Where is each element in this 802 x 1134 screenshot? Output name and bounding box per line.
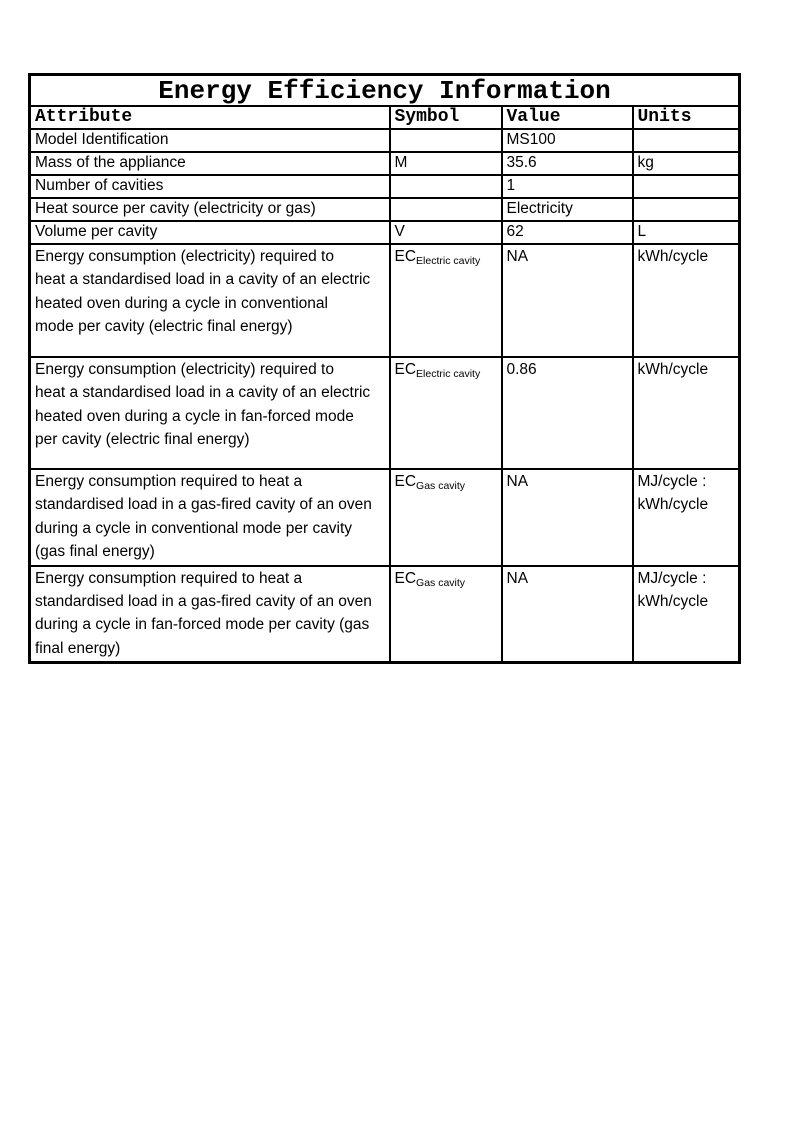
column-header-units: Units xyxy=(633,106,740,129)
units-cell xyxy=(633,129,740,152)
column-header-attribute: Attribute xyxy=(30,106,390,129)
value-cell: 62 xyxy=(502,221,633,244)
symbol-cell xyxy=(390,129,502,152)
value-cell: NA xyxy=(502,566,633,663)
symbol-base: EC xyxy=(394,361,417,378)
units-cell: kWh/cycle xyxy=(633,244,740,357)
table-row xyxy=(30,221,740,244)
attribute-cell: Heat source per cavity (electricity or gas) xyxy=(30,198,390,221)
units-cell: MJ/cycle : kWh/cycle xyxy=(633,469,740,566)
table-row xyxy=(30,357,740,469)
value-cell: NA xyxy=(502,244,633,357)
attribute-cell: Model Identification xyxy=(30,129,390,152)
units-cell xyxy=(633,198,740,221)
symbol-cell xyxy=(390,357,502,469)
symbol-base: EC xyxy=(394,569,417,587)
symbol-cell xyxy=(390,469,502,566)
units-cell: L xyxy=(633,221,740,244)
table-row xyxy=(30,244,740,357)
units-cell xyxy=(633,175,740,198)
attribute-cell: Energy consumption (electricity) required to heat a standardised load in a cavity of an electric heated oven during a cycle in fan-forced mode per cavity (electric final energy) xyxy=(30,357,390,469)
value-cell: 35.6 xyxy=(502,152,633,175)
symbol-subscript: Gas cavity xyxy=(416,576,466,589)
table-title-row xyxy=(30,75,740,107)
symbol-subscript: Electric cavity xyxy=(416,255,481,267)
symbol-subscript: Electric cavity xyxy=(416,368,481,380)
attribute-cell: Energy consumption (electricity) required to heat a standardised load in a cavity of an electric heated oven during a cycle in conventional mode per cavity (electric final energy) xyxy=(30,244,390,357)
column-header-value: Value xyxy=(502,106,633,129)
symbol-cell xyxy=(390,175,502,198)
table-row xyxy=(30,469,740,566)
symbol-subscript: Gas cavity xyxy=(416,480,466,492)
symbol-cell xyxy=(390,244,502,357)
value-cell: MS100 xyxy=(502,129,633,152)
units-cell: MJ/cycle : kWh/cycle xyxy=(633,566,740,663)
symbol-base: V xyxy=(394,223,405,240)
value-cell: NA xyxy=(502,469,633,566)
symbol-cell xyxy=(390,152,502,175)
units-cell: kWh/cycle xyxy=(633,357,740,469)
table-title: Energy Efficiency Information xyxy=(30,75,740,107)
attribute-cell: Volume per cavity xyxy=(30,221,390,244)
symbol-cell xyxy=(390,566,502,663)
table-row xyxy=(30,129,740,152)
value-cell: 0.86 xyxy=(502,357,633,469)
attribute-cell: Number of cavities xyxy=(30,175,390,198)
symbol-base: M xyxy=(394,154,408,171)
attribute-cell: Energy consumption required to heat a standardised load in a gas-fired cavity of an oven during a cycle in fan-forced mode per cavity (gas final energy) xyxy=(30,566,390,663)
symbol-cell xyxy=(390,221,502,244)
units-cell: kg xyxy=(633,152,740,175)
table-row xyxy=(30,198,740,221)
table-row xyxy=(30,152,740,175)
energy-efficiency-table xyxy=(28,73,741,664)
symbol-cell xyxy=(390,198,502,221)
attribute-cell: Mass of the appliance xyxy=(30,152,390,175)
symbol-base: EC xyxy=(394,248,417,265)
value-cell: 1 xyxy=(502,175,633,198)
table-header-row xyxy=(30,106,740,129)
symbol-base: EC xyxy=(394,473,417,490)
value-cell: Electricity xyxy=(502,198,633,221)
column-header-symbol: Symbol xyxy=(390,106,502,129)
table-row xyxy=(30,566,740,663)
attribute-cell: Energy consumption required to heat a standardised load in a gas-fired cavity of an oven during a cycle in conventional mode per cavity (gas final energy) xyxy=(30,469,390,566)
table-row xyxy=(30,175,740,198)
